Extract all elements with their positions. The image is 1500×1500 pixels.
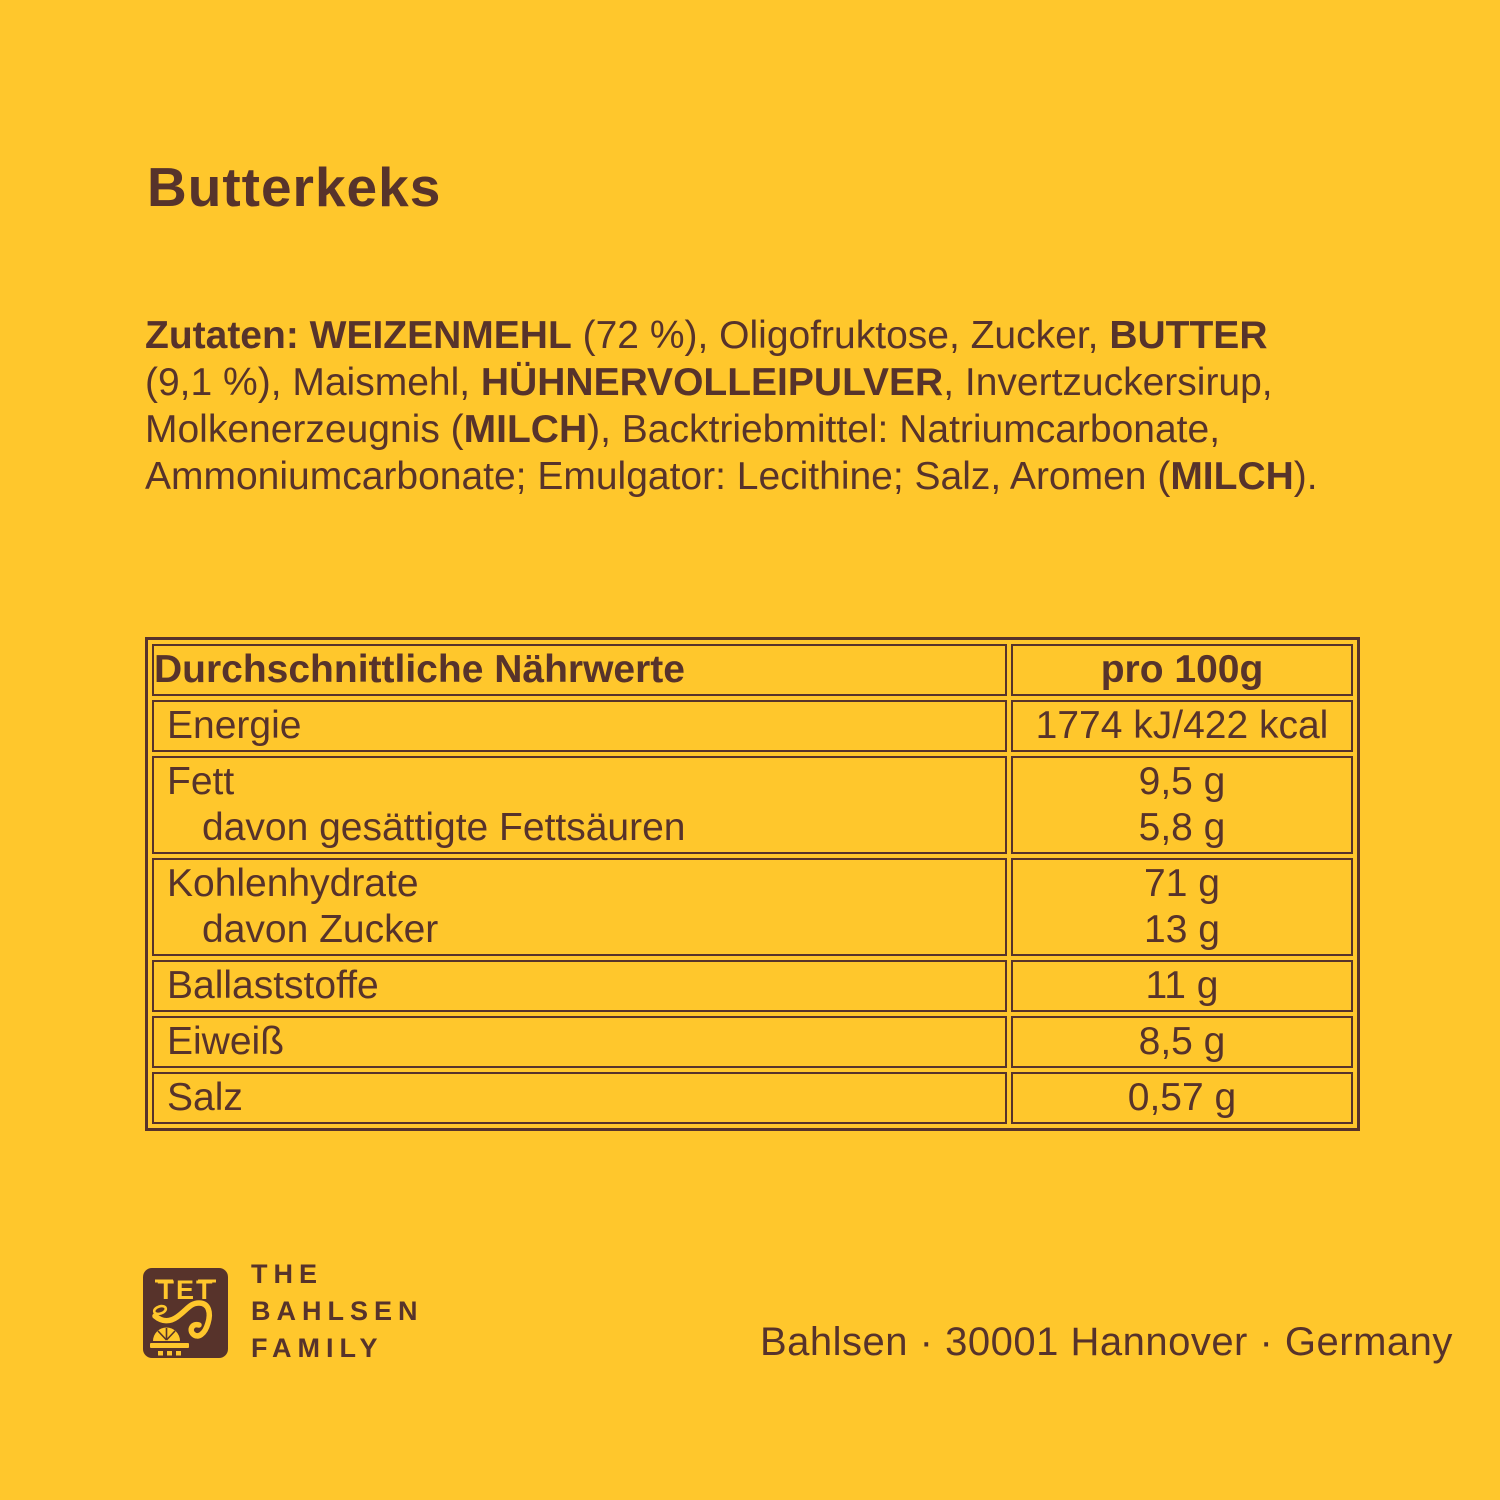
nutrient-label: davon gesättigte Fettsäuren: [202, 806, 686, 849]
table-header-row: [152, 644, 1353, 696]
tet-wordmark: TET: [157, 1275, 215, 1305]
nutrition-header-label: Durchschnittliche Nährwerte: [152, 644, 1007, 696]
ingredients-line: Zutaten: WEIZENMEHL (72 %), Oligofruktose, Zucker, BUTTER: [145, 314, 1268, 357]
nutrient-value: 9,5 g: [1138, 760, 1226, 803]
ingredients-line: (9,1 %), Maismehl, HÜHNERVOLLEIPULVER, Invertzuckersirup,: [145, 361, 1273, 404]
nutrient-label: Ballaststoffe: [167, 964, 379, 1007]
nutrition-header-unit: pro 100g: [1011, 644, 1353, 696]
nutrient-value-cell: [1011, 858, 1353, 956]
nutrient-value: 71 g: [1144, 862, 1220, 905]
table-row: [152, 756, 1353, 854]
nutrition-table-body: [152, 700, 1353, 1124]
nutrient-label: Energie: [167, 704, 302, 747]
nutrient-label: Eiweiß: [167, 1020, 285, 1063]
bahlsen-tet-logo: [143, 1268, 228, 1358]
nutrient-label: Fett: [167, 760, 235, 803]
nutrient-label-cell: [152, 1072, 1007, 1124]
nutrient-label: davon Zucker: [202, 908, 439, 951]
nutrient-value: 5,8 g: [1138, 806, 1226, 849]
ingredients-line: Ammoniumcarbonate; Emulgator: Lecithine; Salz, Aromen (MILCH).: [145, 455, 1318, 498]
nutrient-value-cell: [1011, 1072, 1353, 1124]
table-row: [152, 1072, 1353, 1124]
table-row: [152, 1016, 1353, 1068]
nutrient-label-cell: [152, 960, 1007, 1012]
nutrient-value-cell: [1011, 700, 1353, 752]
nutrient-label-cell: [152, 858, 1007, 956]
wordmark-line: BAHLSEN: [251, 1296, 424, 1326]
table-row: [152, 858, 1353, 956]
ingredients-line: Molkenerzeugnis (MILCH), Backtriebmittel: Natriumcarbonate,: [145, 408, 1221, 451]
nutrient-label-cell: [152, 756, 1007, 854]
manufacturer-address: Bahlsen · 30001 Hannover · Germany: [760, 1320, 1453, 1364]
nutrient-value-cell: [1011, 756, 1353, 854]
nutrient-label-cell: [152, 1016, 1007, 1068]
nutrition-table: [145, 637, 1360, 1131]
logo-wordmark: [251, 1256, 424, 1367]
product-title: Butterkeks: [147, 156, 442, 218]
ingredients-paragraph: [145, 312, 1365, 500]
nutrient-value-cell: [1011, 1016, 1353, 1068]
wordmark-line: FAMILY: [251, 1333, 384, 1363]
nutrient-label: Kohlenhydrate: [167, 862, 419, 905]
nutrient-label-cell: [152, 700, 1007, 752]
wordmark-line: THE: [251, 1259, 323, 1289]
nutrient-label: Salz: [167, 1076, 243, 1119]
nutrient-value: 13 g: [1144, 908, 1220, 951]
nutrient-value: 0,57 g: [1127, 1076, 1237, 1119]
nutrient-value-cell: [1011, 960, 1353, 1012]
nutrient-value: 8,5 g: [1138, 1020, 1226, 1063]
table-row: [152, 700, 1353, 752]
nutrient-value: 11 g: [1145, 964, 1219, 1007]
table-row: [152, 960, 1353, 1012]
nutrient-value: 1774 kJ/422 kcal: [1035, 704, 1329, 747]
